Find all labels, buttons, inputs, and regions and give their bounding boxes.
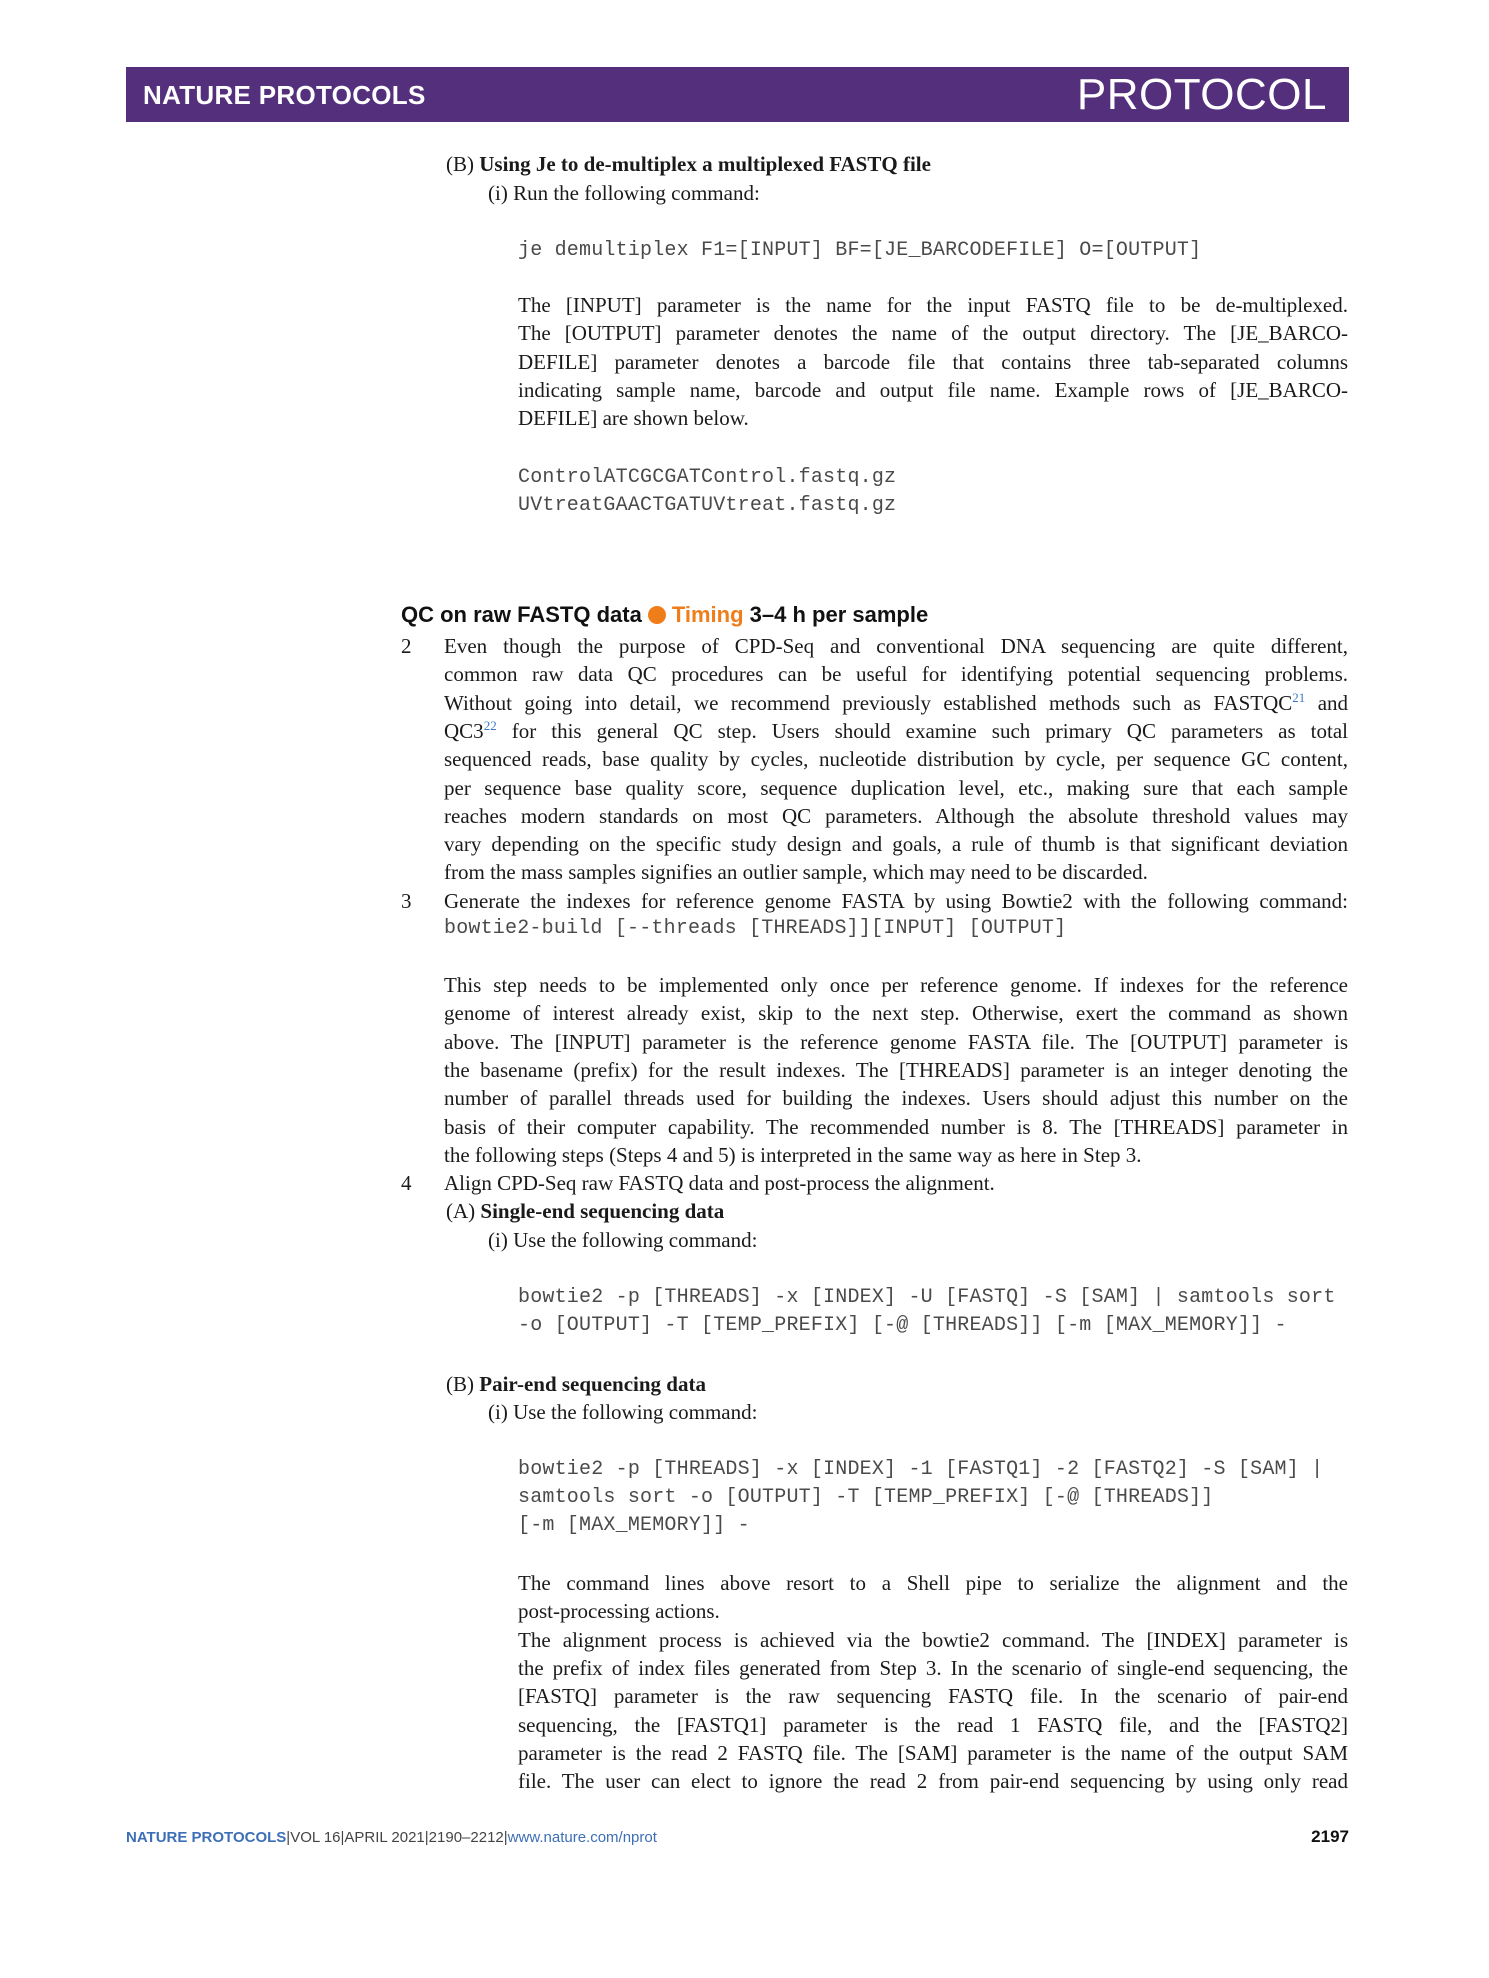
step-2-line: per sequence base quality score, sequence duplication level, etc., making sure that each sample	[444, 775, 1348, 800]
footer-url-link[interactable]: www.nature.com/nprot	[507, 1829, 657, 1846]
header-banner	[126, 67, 1349, 122]
step-4b-label: (B)	[446, 1372, 474, 1396]
step-3-text: Generate the indexes for reference genome FASTA by using Bowtie2 with the following command:	[444, 888, 1348, 913]
pair-end-command-line: [-m [MAX_MEMORY]] -	[518, 1514, 750, 1537]
step-3-desc-line: This step needs to be implemented only once per reference genome. If indexes for the reference	[444, 973, 1348, 997]
je-desc-line: The [INPUT] parameter is the name for the input FASTQ file to be de-multiplexed.	[518, 293, 1348, 317]
step-2-line-refs	[444, 717, 1348, 745]
step-4b-desc2-line: parameter is the read 2 FASTQ file. The [SAM] parameter is the name of the output SAM	[518, 1740, 1348, 1765]
pair-end-command-line: bowtie2 -p [THREADS] -x [INDEX] -1 [FASTQ1] -2 [FASTQ2] -S [SAM] |	[518, 1458, 1324, 1481]
step-4b-desc2-line: The alignment process is achieved via the bowtie2 command. The [INDEX] parameter is	[518, 1627, 1348, 1652]
step-3-number: 3	[401, 888, 412, 913]
step-2-line4-text: for this general QC step. Users should examine such primary QC parameters as total	[511, 718, 1348, 743]
step-1b-i-label: (i)	[488, 181, 508, 205]
section-title: QC on raw FASTQ data	[401, 602, 642, 627]
step-2-line: Even though the purpose of CPD-Seq and conventional DNA sequencing are quite different,	[444, 634, 1348, 658]
step-4b-desc2-line: sequencing, the [FASTQ1] parameter is the read 1 FASTQ file, and the [FASTQ2]	[518, 1712, 1348, 1737]
je-desc-line: The [OUTPUT] parameter denotes the name of the output directory. The [JE_BARCO-	[518, 321, 1348, 346]
step-4b-title: Pair-end sequencing data	[479, 1372, 706, 1396]
barcode-example-row: UVtreatGAACTGATUVtreat.fastq.gz	[518, 494, 897, 517]
step-3-desc-line: basis of their computer capability. The recommended number is 8. The [THREADS] parameter in	[444, 1114, 1348, 1139]
step-4b-desc2-line: the prefix of index files generated from Step 3. In the scenario of single-end sequencing, the	[518, 1655, 1348, 1680]
step-4a-title: Single-end sequencing data	[480, 1199, 725, 1224]
step-1b-title: Using Je to de-multiplex a multiplexed FASTQ file	[479, 152, 931, 176]
step-3-desc-line: above. The [INPUT] parameter is the reference genome FASTA file. The [OUTPUT] parameter is	[444, 1029, 1348, 1054]
step-2-line-refs	[444, 689, 1348, 717]
single-end-command-line: -o [OUTPUT] -T [TEMP_PREFIX] [-@ [THREADS]] [-m [MAX_MEMORY]] -	[518, 1314, 1287, 1337]
footer-pages: 2190–2212	[428, 1829, 504, 1846]
footer-sep: |	[503, 1829, 508, 1846]
article-type: PROTOCOL	[1076, 70, 1327, 119]
step-3-desc-last: the following steps (Steps 4 and 5) is interpreted in the same way as here in Step 3.	[444, 1142, 1142, 1167]
step-4b-i-text: Use the following command:	[513, 1400, 758, 1425]
step-2-line: reaches modern standards on most QC parameters. Although the absolute threshold values may	[444, 803, 1348, 828]
step-1b-label: (B)	[446, 152, 474, 176]
step-4-number: 4	[401, 1171, 412, 1196]
step-4b-desc2-line: file. The user can elect to ignore the read 2 from pair-end sequencing by using only read	[518, 1769, 1348, 1794]
step-4b-desc2-line: [FASTQ] parameter is the raw sequencing FASTQ file. In the scenario of pair-end	[518, 1684, 1348, 1709]
footer-sep: |	[424, 1829, 429, 1846]
footer-sep: |	[340, 1829, 345, 1846]
footer-volume: VOL 16	[290, 1829, 341, 1846]
je-desc-line: DEFILE] parameter denotes a barcode file that contains three tab-separated columns	[518, 349, 1348, 374]
step-1b-i-text: Run the following command:	[513, 181, 760, 205]
step-2-line: sequenced reads, base quality by cycles, nucleotide distribution by cycle, per sequence GC content,	[444, 747, 1348, 772]
page-number: 2197	[1311, 1827, 1349, 1846]
footer	[126, 1829, 657, 1846]
step-3-desc-line: the basename (prefix) for the result indexes. The [THREADS] parameter is an integer denoting the	[444, 1057, 1348, 1082]
je-demultiplex-command: je demultiplex F1=[INPUT] BF=[JE_BARCODEFILE] O=[OUTPUT]	[518, 239, 1202, 262]
step-1b-heading	[446, 150, 931, 178]
step-3-desc-line: genome of interest already exist, skip to the next step. Otherwise, exert the command as shown	[444, 1001, 1348, 1026]
step-4a-i-text: Use the following command:	[513, 1227, 758, 1252]
je-desc-line: indicating sample name, barcode and output file name. Example rows of [JE_BARCO-	[518, 377, 1348, 402]
step-4a-i-label: (i)	[488, 1227, 508, 1252]
step-1b-i	[488, 179, 760, 207]
timing-dot-icon	[648, 606, 666, 624]
step-3-desc-line: number of parallel threads used for building the indexes. Users should adjust this number on the	[444, 1086, 1348, 1111]
single-end-command-line: bowtie2 -p [THREADS] -x [INDEX] -U [FASTQ] -S [SAM] | samtools sort	[518, 1286, 1336, 1309]
reference-22-link[interactable]: 22	[483, 717, 497, 733]
reference-21-link[interactable]: 21	[1292, 689, 1306, 705]
bowtie2-build-command: bowtie2-build [--threads [THREADS]][INPUT] [OUTPUT]	[444, 917, 1067, 940]
barcode-example-row: ControlATCGCGATControl.fastq.gz	[518, 466, 897, 489]
timing-label: Timing	[671, 602, 744, 627]
footer-date: APRIL 2021	[344, 1829, 425, 1846]
step-2-line: vary depending on the specific study design and goals, a rule of thumb is that significant deviation	[444, 832, 1348, 857]
pair-end-command-line: samtools sort -o [OUTPUT] -T [TEMP_PREFIX] [-@ [THREADS]]	[518, 1486, 1214, 1509]
step-4b-i	[488, 1398, 757, 1426]
step-2-number: 2	[401, 634, 412, 658]
journal-name: NATURE PROTOCOLS	[143, 80, 426, 110]
step-2-line3-text: Without going into detail, we recommend previously established methods such as FASTQC	[444, 690, 1293, 715]
step-2-last-line: from the mass samples signifies an outlier sample, which may need to be discarded.	[444, 860, 1148, 885]
timing-value: 3–4 h per sample	[749, 602, 929, 627]
section-heading	[401, 602, 928, 628]
step-4b-i-label: (i)	[488, 1400, 508, 1425]
footer-sep: |	[286, 1829, 291, 1846]
je-desc-last: DEFILE] are shown below.	[518, 406, 749, 431]
step-2-line4-start: QC3	[444, 718, 484, 743]
step-4b-heading	[446, 1370, 706, 1398]
step-4b-desc-last: post-processing actions.	[518, 1599, 720, 1624]
step-2-line3-end: and	[1317, 690, 1349, 715]
footer-journal: NATURE PROTOCOLS	[126, 1829, 287, 1846]
step-4a-label: (A)	[446, 1199, 476, 1224]
step-4a-i	[488, 1226, 757, 1254]
step-4-text: Align CPD-Seq raw FASTQ data and post-process the alignment.	[444, 1171, 995, 1196]
step-2-line: common raw data QC procedures can be useful for identifying potential sequencing problems.	[444, 662, 1348, 687]
step-4a-heading	[446, 1197, 724, 1225]
step-4b-desc-line: The command lines above resort to a Shell pipe to serialize the alignment and the	[518, 1571, 1348, 1595]
